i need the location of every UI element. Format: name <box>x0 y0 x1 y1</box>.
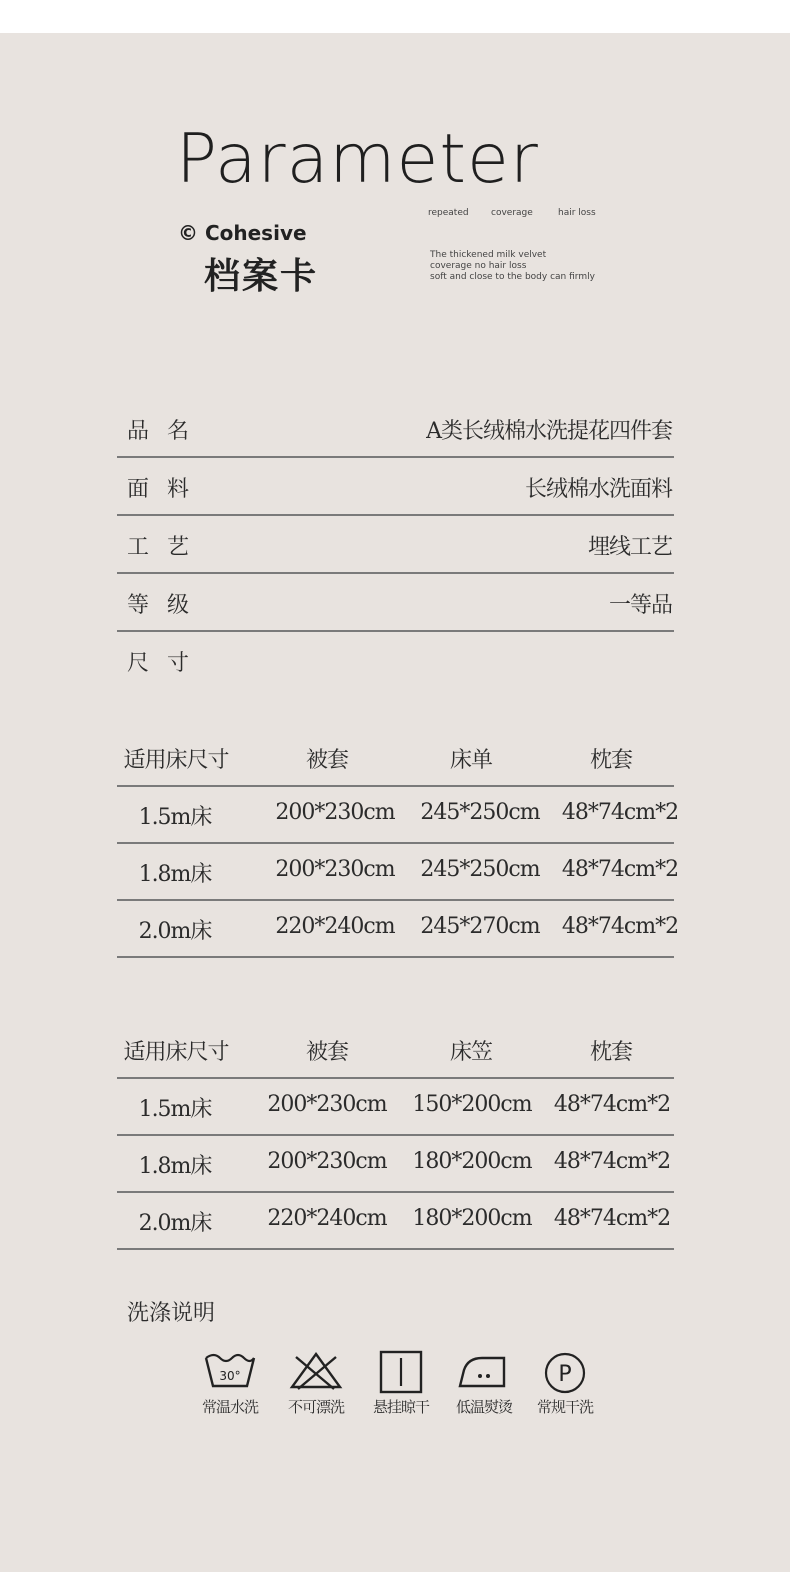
dry-clean-icon <box>537 1350 593 1394</box>
wash-30-icon <box>202 1350 258 1390</box>
tag-coverage: coverage <box>491 208 533 218</box>
table-header-cell: 床笠 <box>449 1040 493 1065</box>
blurb-line: coverage no hair loss <box>430 261 527 271</box>
table-cell: 1.5m床 <box>138 1097 212 1122</box>
table-cell: 150*200cm <box>412 1092 532 1117</box>
table-cell: 2.0m床 <box>138 1211 212 1236</box>
table-header-cell: 床单 <box>449 748 493 773</box>
param-row-fabric <box>117 458 674 516</box>
wash-item-label: 常温水洗 <box>201 1398 258 1416</box>
wash-item <box>286 1350 346 1417</box>
table-cell: 245*250cm <box>420 800 540 825</box>
table-cell: 200*230cm <box>267 1092 387 1117</box>
param-label: 品名 <box>127 419 208 444</box>
table-cell: 245*270cm <box>420 914 540 939</box>
param-value: 一等品 <box>608 593 672 618</box>
param-label: 等级 <box>127 593 208 618</box>
size-table-fitted <box>117 1022 674 1250</box>
wash-item-label: 常规干洗 <box>536 1398 593 1416</box>
table-cell: 220*240cm <box>275 914 395 939</box>
wash-instructions-title: 洗涤说明 <box>127 1301 216 1326</box>
table-cell: 245*250cm <box>420 857 540 882</box>
table-row <box>117 787 679 844</box>
param-row-size <box>117 632 674 688</box>
table-row <box>117 1079 674 1136</box>
table-cell: 1.8m床 <box>138 1154 212 1179</box>
blurb-line: The thickened milk velvet <box>430 250 547 260</box>
wash-item-label: 不可漂洗 <box>287 1398 344 1416</box>
param-label: 工艺 <box>127 535 208 560</box>
table-row <box>117 901 679 958</box>
table-cell: 48*74cm*2 <box>561 800 679 825</box>
table-cell: 48*74cm*2 <box>553 1206 671 1231</box>
wash-item-label: 低温熨烫 <box>455 1398 512 1416</box>
low-iron-icon <box>456 1350 512 1390</box>
description-blurb <box>430 250 595 283</box>
subtitle: 档案卡 <box>204 256 319 297</box>
table-header-cell: 适用床尺寸 <box>123 748 229 773</box>
wash-temp-label: 30° <box>219 1369 241 1383</box>
param-value: A类长绒棉水洗提花四件套 <box>426 419 672 444</box>
table-cell: 48*74cm*2 <box>561 914 679 939</box>
table-cell: 200*230cm <box>275 857 395 882</box>
table-header-cell: 被套 <box>305 748 349 773</box>
param-value: 长绒棉水洗面料 <box>524 477 672 502</box>
tag-hair-loss: hair loss <box>558 208 596 218</box>
size-table-sheet <box>117 730 679 958</box>
table-cell: 220*240cm <box>267 1206 387 1231</box>
wash-item-label: 悬挂晾干 <box>372 1398 429 1416</box>
table-row <box>117 1136 674 1193</box>
table-cell: 180*200cm <box>412 1206 532 1231</box>
blurb-line: soft and close to the body can firmly <box>430 272 595 282</box>
table-cell: 1.8m床 <box>138 862 212 887</box>
table-cell: 48*74cm*2 <box>553 1149 671 1174</box>
wash-item <box>535 1350 595 1417</box>
table-row <box>117 844 679 901</box>
table-row <box>117 1193 674 1250</box>
table-header-cell: 枕套 <box>589 748 633 773</box>
param-row-grade <box>117 574 674 632</box>
table-cell: 1.5m床 <box>138 805 212 830</box>
param-value: 埋线工艺 <box>587 535 672 560</box>
table-header-row <box>117 1022 674 1079</box>
param-row-name <box>117 400 674 458</box>
table-cell: 200*230cm <box>275 800 395 825</box>
hang-dry-icon <box>373 1350 429 1394</box>
brand-name: © Cohesive <box>178 221 307 245</box>
wash-item <box>371 1350 431 1417</box>
table-cell: 48*74cm*2 <box>561 857 679 882</box>
table-cell: 180*200cm <box>412 1149 532 1174</box>
tag-repeated: repeated <box>428 208 469 218</box>
parameter-list <box>117 400 674 688</box>
param-row-craft <box>117 516 674 574</box>
no-bleach-icon <box>288 1350 344 1390</box>
wash-item <box>200 1350 260 1417</box>
table-header-cell: 被套 <box>305 1040 349 1065</box>
table-header-row <box>117 730 674 787</box>
table-cell: 48*74cm*2 <box>553 1092 671 1117</box>
param-label: 尺寸 <box>127 651 208 676</box>
table-cell: 2.0m床 <box>138 919 212 944</box>
dry-clean-letter: P <box>558 1362 572 1387</box>
param-label: 面料 <box>127 477 208 502</box>
table-cell: 200*230cm <box>267 1149 387 1174</box>
wash-item <box>454 1350 514 1417</box>
page-title: Parameter <box>176 120 539 199</box>
table-header-cell: 枕套 <box>589 1040 633 1065</box>
table-header-cell: 适用床尺寸 <box>123 1040 229 1065</box>
